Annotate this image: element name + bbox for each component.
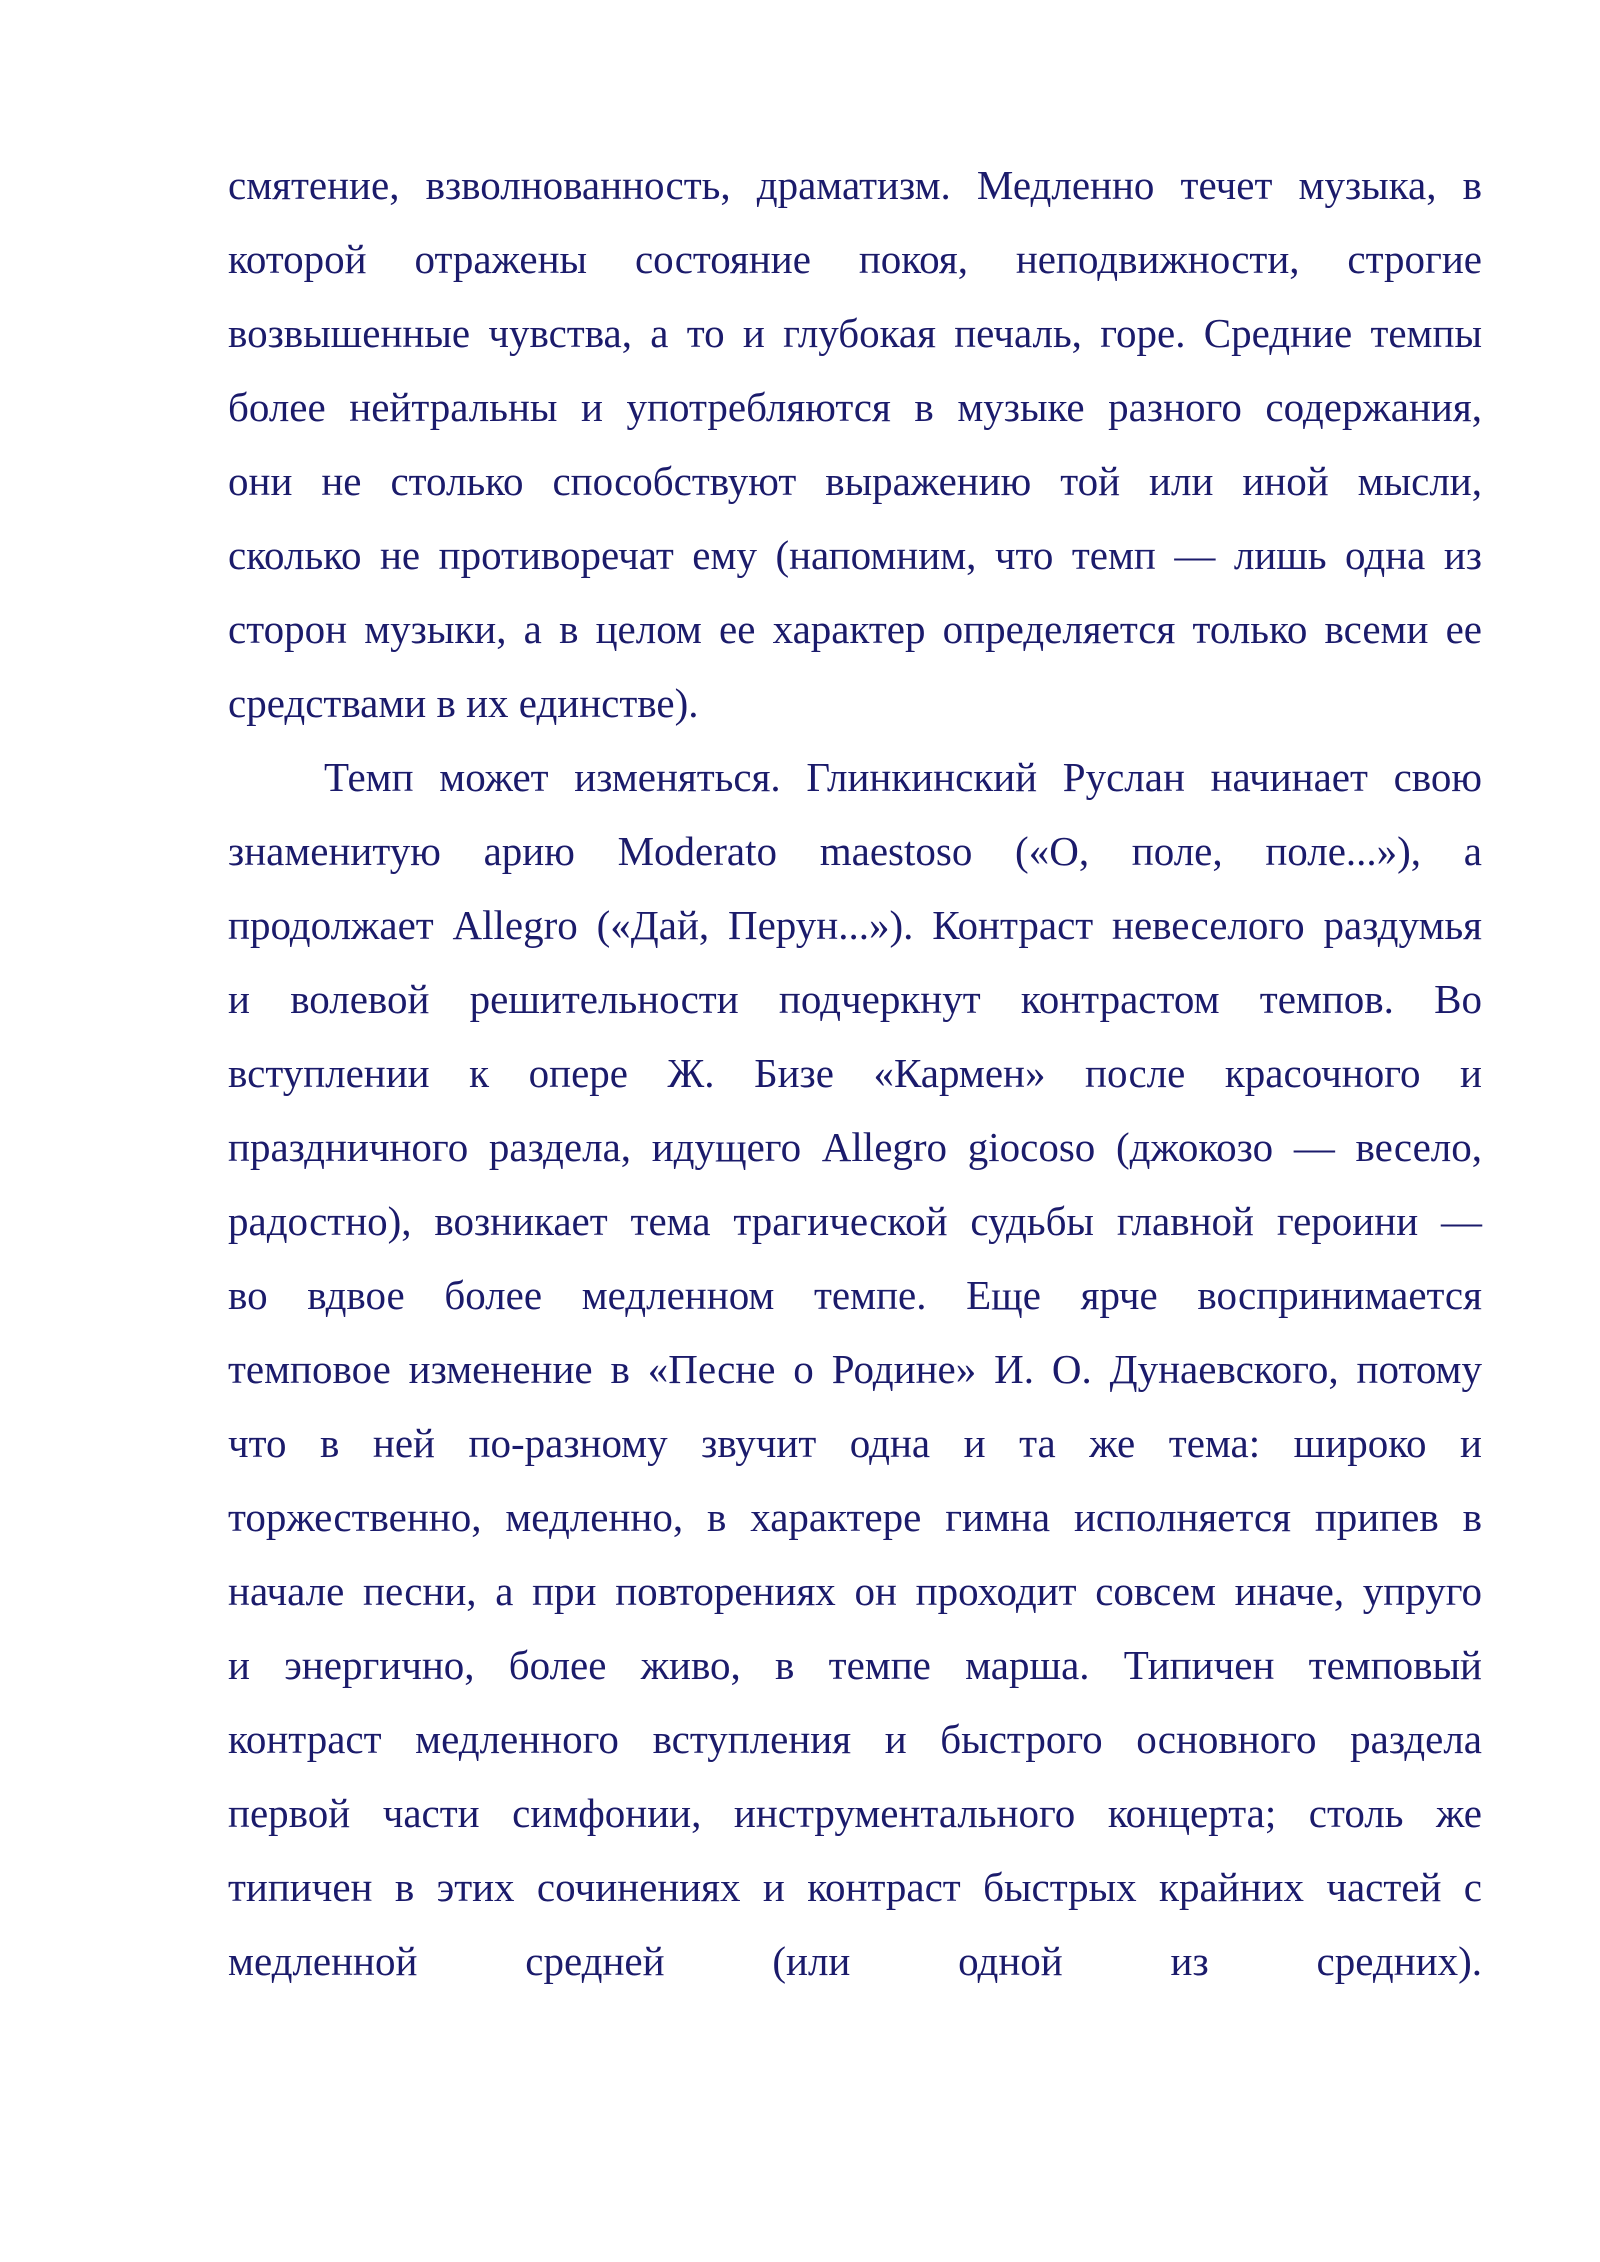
text-line: что в ней по-разному звучит одна и та же тема: широко и — [228, 1420, 1482, 1466]
text-line: во вдвое более медленном темпе. Еще ярче воспринимается — [228, 1272, 1482, 1318]
text-line: они не столько способствуют выражению той или иной мысли, — [228, 458, 1482, 504]
document-page — [228, 148, 1482, 1998]
paragraph-1 — [228, 148, 1482, 740]
text-line: и волевой решительности подчеркнут контрастом темпов. Во — [228, 976, 1482, 1022]
text-line: торжественно, медленно, в характере гимна исполняется припев в — [228, 1494, 1482, 1540]
text-line: контраст медленного вступления и быстрого основного раздела — [228, 1716, 1482, 1762]
text-line: средствами в их единстве). — [228, 680, 699, 726]
text-line: сторон музыки, а в целом ее характер определяется только всеми ее — [228, 606, 1482, 652]
text-line: Темп может изменяться. Глинкинский Руслан начинает свою — [324, 754, 1482, 800]
text-line: знаменитую арию Moderato maestoso («О, поле, поле...»), а — [228, 828, 1482, 874]
text-line: и энергично, более живо, в темпе марша. Типичен темповый — [228, 1642, 1482, 1688]
text-line: продолжает Allegro («Дай, Перун...»). Контраст невеселого раздумья — [228, 902, 1482, 948]
text-line: медленной средней (или одной из средних). — [228, 1938, 1482, 1984]
text-line: которой отражены состояние покоя, неподвижности, строгие — [228, 236, 1482, 282]
text-line: радостно), возникает тема трагической судьбы главной героини — — [228, 1198, 1482, 1244]
text-line: смятение, взволнованность, драматизм. Медленно течет музыка, в — [228, 162, 1482, 208]
text-line: сколько не противоречат ему (напомним, что темп — лишь одна из — [228, 532, 1482, 578]
text-line: типичен в этих сочинениях и контраст быстрых крайних частей с — [228, 1864, 1482, 1910]
paragraph-2 — [228, 740, 1482, 1998]
text-line: начале песни, а при повторениях он проходит совсем иначе, упруго — [228, 1568, 1482, 1614]
text-line: праздничного раздела, идущего Allegro giocoso (джокозо — весело, — [228, 1124, 1482, 1170]
text-line: вступлении к опере Ж. Бизе «Кармен» после красочного и — [228, 1050, 1482, 1096]
text-line: темповое изменение в «Песне о Родине» И. О. Дунаевского, потому — [228, 1346, 1482, 1392]
text-line: возвышенные чувства, а то и глубокая печаль, горе. Средние темпы — [228, 310, 1482, 356]
text-line: первой части симфонии, инструментального концерта; столь же — [228, 1790, 1482, 1836]
text-line: более нейтральны и употребляются в музыке разного содержания, — [228, 384, 1482, 430]
